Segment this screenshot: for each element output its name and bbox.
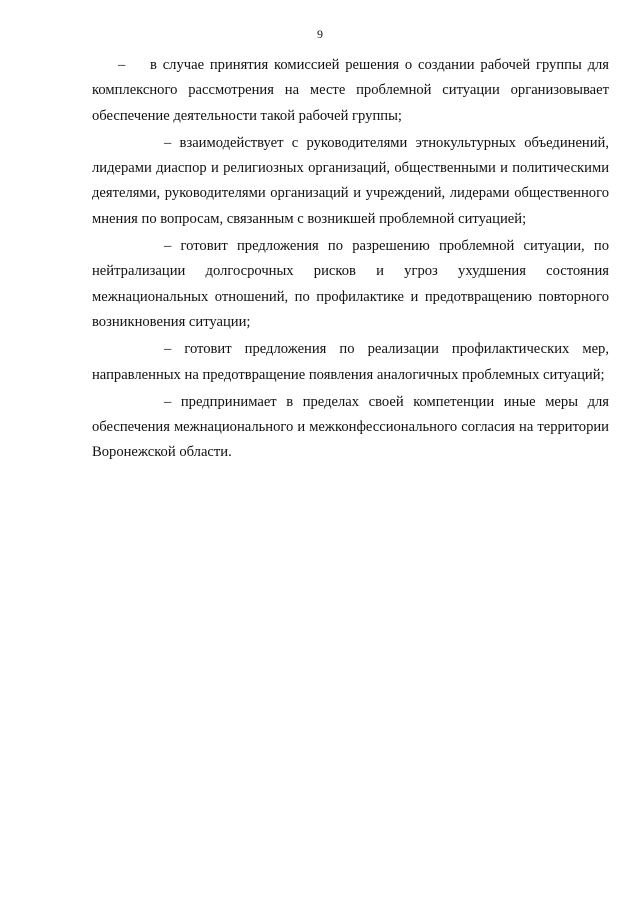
list-dash: – (164, 393, 172, 410)
list-dash: – (164, 134, 172, 151)
paragraph-text: готовит предложения по реализации профилактических мер, направленных на предотвращение появления аналогичных проблемных ситуаций; (92, 341, 609, 383)
paragraph-working-group (92, 53, 609, 129)
paragraph-text: предпринимает в пределах своей компетенции иные меры для обеспечения межнационального и межконфессионального согласия на территории Воронежской области. (92, 393, 609, 461)
list-dash: – (164, 238, 172, 255)
paragraph-text: взаимодействует с руководителями этнокультурных объединений, лидерами диаспор и религиозных организаций, общественными и политическими деятелями, руководителями организаций и учреждений, лидерами общественного мнения по вопросам, связанным с возникшей проблемной ситуацией; (92, 134, 609, 227)
paragraph-prevention-proposals (92, 337, 609, 388)
document-body (92, 53, 609, 468)
paragraph-resolution-proposals (92, 234, 609, 335)
page-number: 9 (317, 27, 323, 41)
paragraph-other-measures (92, 390, 609, 466)
list-dash: – (118, 57, 126, 73)
list-dash: – (164, 341, 172, 358)
paragraph-interaction (92, 131, 609, 232)
paragraph-text: в случае принятия комиссией решения о создании рабочей группы для комплексного рассмотрения на месте проблемной ситуации организовывает обеспечение деятельности такой рабочей группы; (92, 57, 609, 124)
paragraph-text: готовит предложения по разрешению проблемной ситуации, по нейтрализации долгосрочных рисков и угроз ухудшения состояния межнациональных отношений, по профилактике и предотвращению повторного возникновения ситуации; (92, 238, 609, 330)
